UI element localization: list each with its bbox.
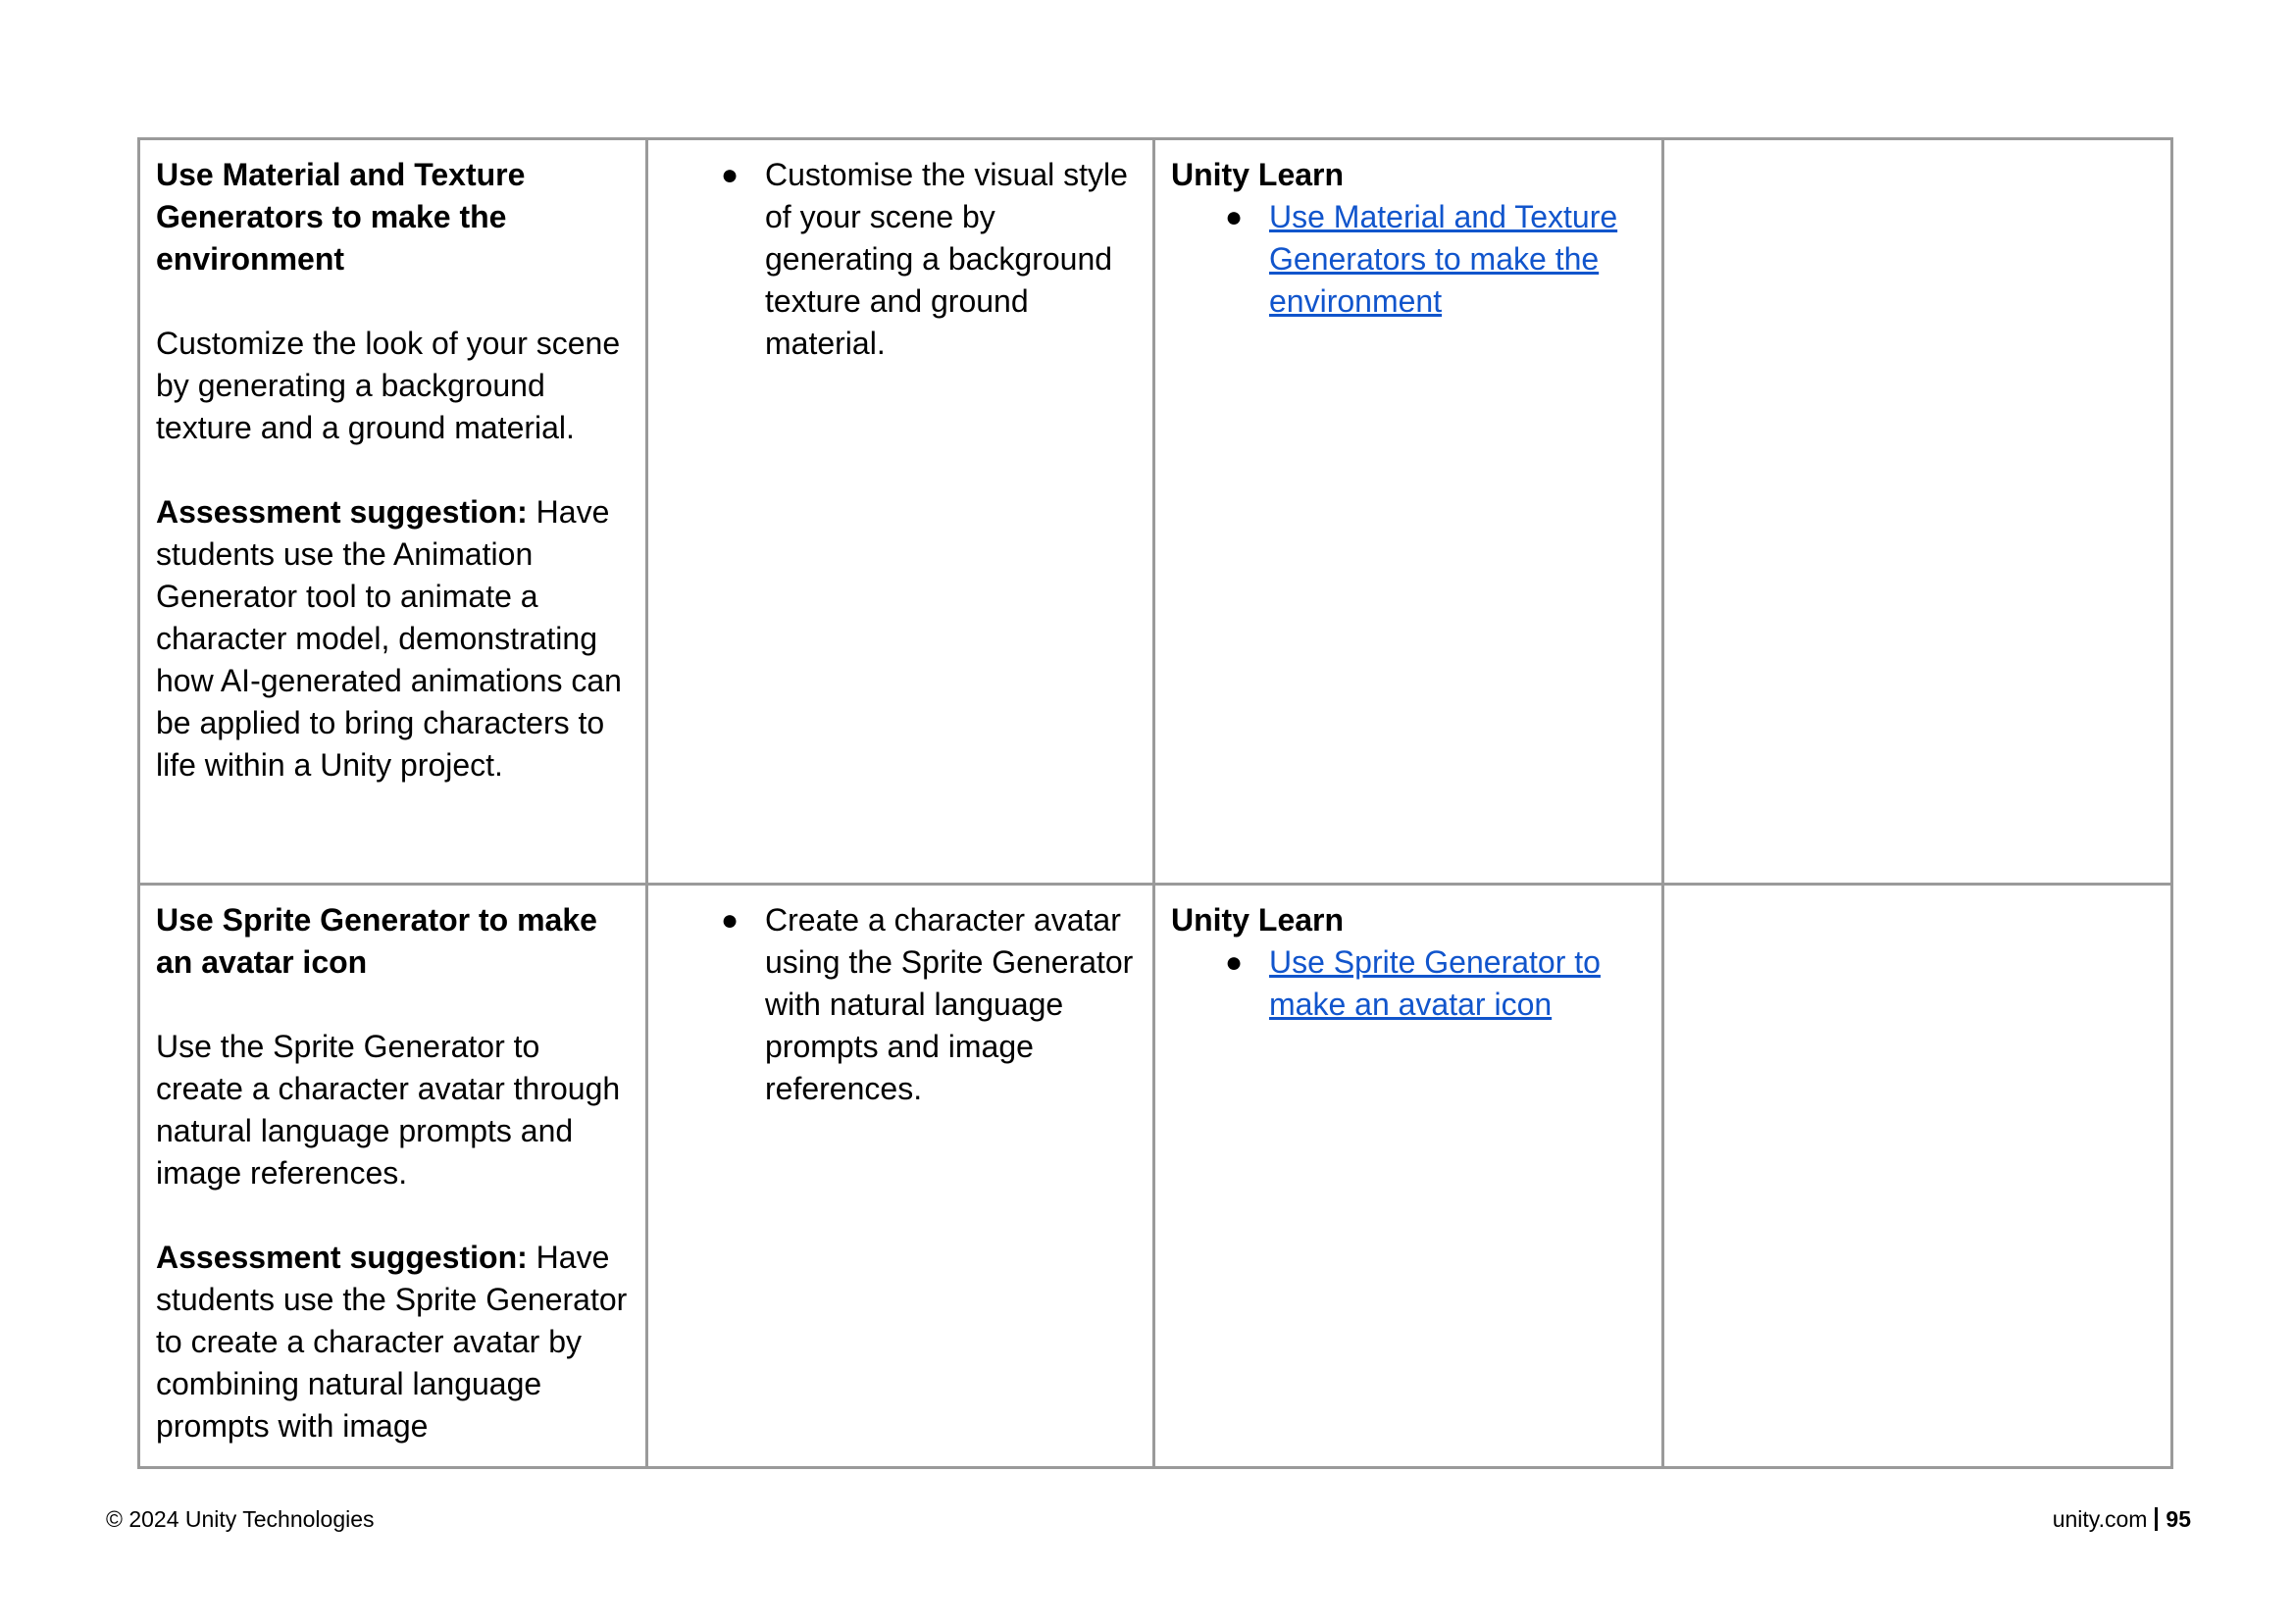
- resources-cell: [1154, 139, 1663, 885]
- bullet-icon: ●: [721, 904, 739, 937]
- bullet-icon: ●: [721, 159, 739, 191]
- objective-cell: [647, 885, 1154, 1468]
- resource-list: [1171, 196, 1647, 323]
- objective-text: Create a character avatar using the Sprite Generator with natural language prompts and image references.: [765, 902, 1134, 1106]
- divider: [2155, 1507, 2158, 1531]
- activity-description: Use the Sprite Generator to create a character avatar through natural language prompts and image references.: [156, 1029, 621, 1191]
- activity-cell: [139, 885, 647, 1468]
- activity-cell: [139, 139, 647, 885]
- list-item: [664, 899, 1138, 1110]
- bullet-icon: ●: [1225, 946, 1244, 979]
- list-item: [1171, 196, 1647, 323]
- list-item: [664, 154, 1138, 365]
- assessment-label: Assessment suggestion:: [156, 1240, 528, 1275]
- assessment-suggestion: [156, 491, 631, 787]
- copyright: © 2024 Unity Technologies: [106, 1506, 375, 1532]
- bullet-icon: ●: [1225, 201, 1244, 233]
- resources-cell: [1154, 885, 1663, 1468]
- site-link[interactable]: unity.com: [2052, 1506, 2148, 1532]
- curriculum-table: [137, 137, 2173, 1469]
- notes-cell: [1663, 139, 2172, 885]
- activity-title: Use Material and Texture Generators to make the environment: [156, 157, 526, 277]
- activity-title: Use Sprite Generator to make an avatar icon: [156, 902, 597, 980]
- objective-list: [664, 899, 1138, 1110]
- objective-cell: [647, 139, 1154, 885]
- table-row: [139, 139, 2172, 885]
- list-item: [1171, 941, 1647, 1026]
- assessment-text: Have students use the Sprite Generator to create a character avatar by combining natural language prompts with image: [156, 1240, 628, 1444]
- resource-link[interactable]: Use Material and Texture Generators to make the environment: [1269, 199, 1618, 319]
- resource-heading: Unity Learn: [1171, 157, 1345, 192]
- page-footer: [2053, 1506, 2191, 1533]
- objective-list: [664, 154, 1138, 365]
- notes-cell: [1663, 885, 2172, 1468]
- assessment-text: Have students use the Animation Generator tool to animate a character model, demonstrating how AI-generated animations can be applied to bring characters to life within a Unity project.: [156, 494, 622, 783]
- resource-heading: Unity Learn: [1171, 902, 1345, 938]
- resource-list: [1171, 941, 1647, 1026]
- page-number: 95: [2166, 1506, 2191, 1532]
- table-row: [139, 885, 2172, 1468]
- objective-text: Customise the visual style of your scene by generating a background texture and ground material.: [765, 157, 1128, 361]
- assessment-suggestion: [156, 1237, 631, 1447]
- activity-description: Customize the look of your scene by generating a background texture and a ground material.: [156, 326, 621, 445]
- assessment-label: Assessment suggestion:: [156, 494, 528, 530]
- resource-link[interactable]: Use Sprite Generator to make an avatar icon: [1269, 944, 1601, 1022]
